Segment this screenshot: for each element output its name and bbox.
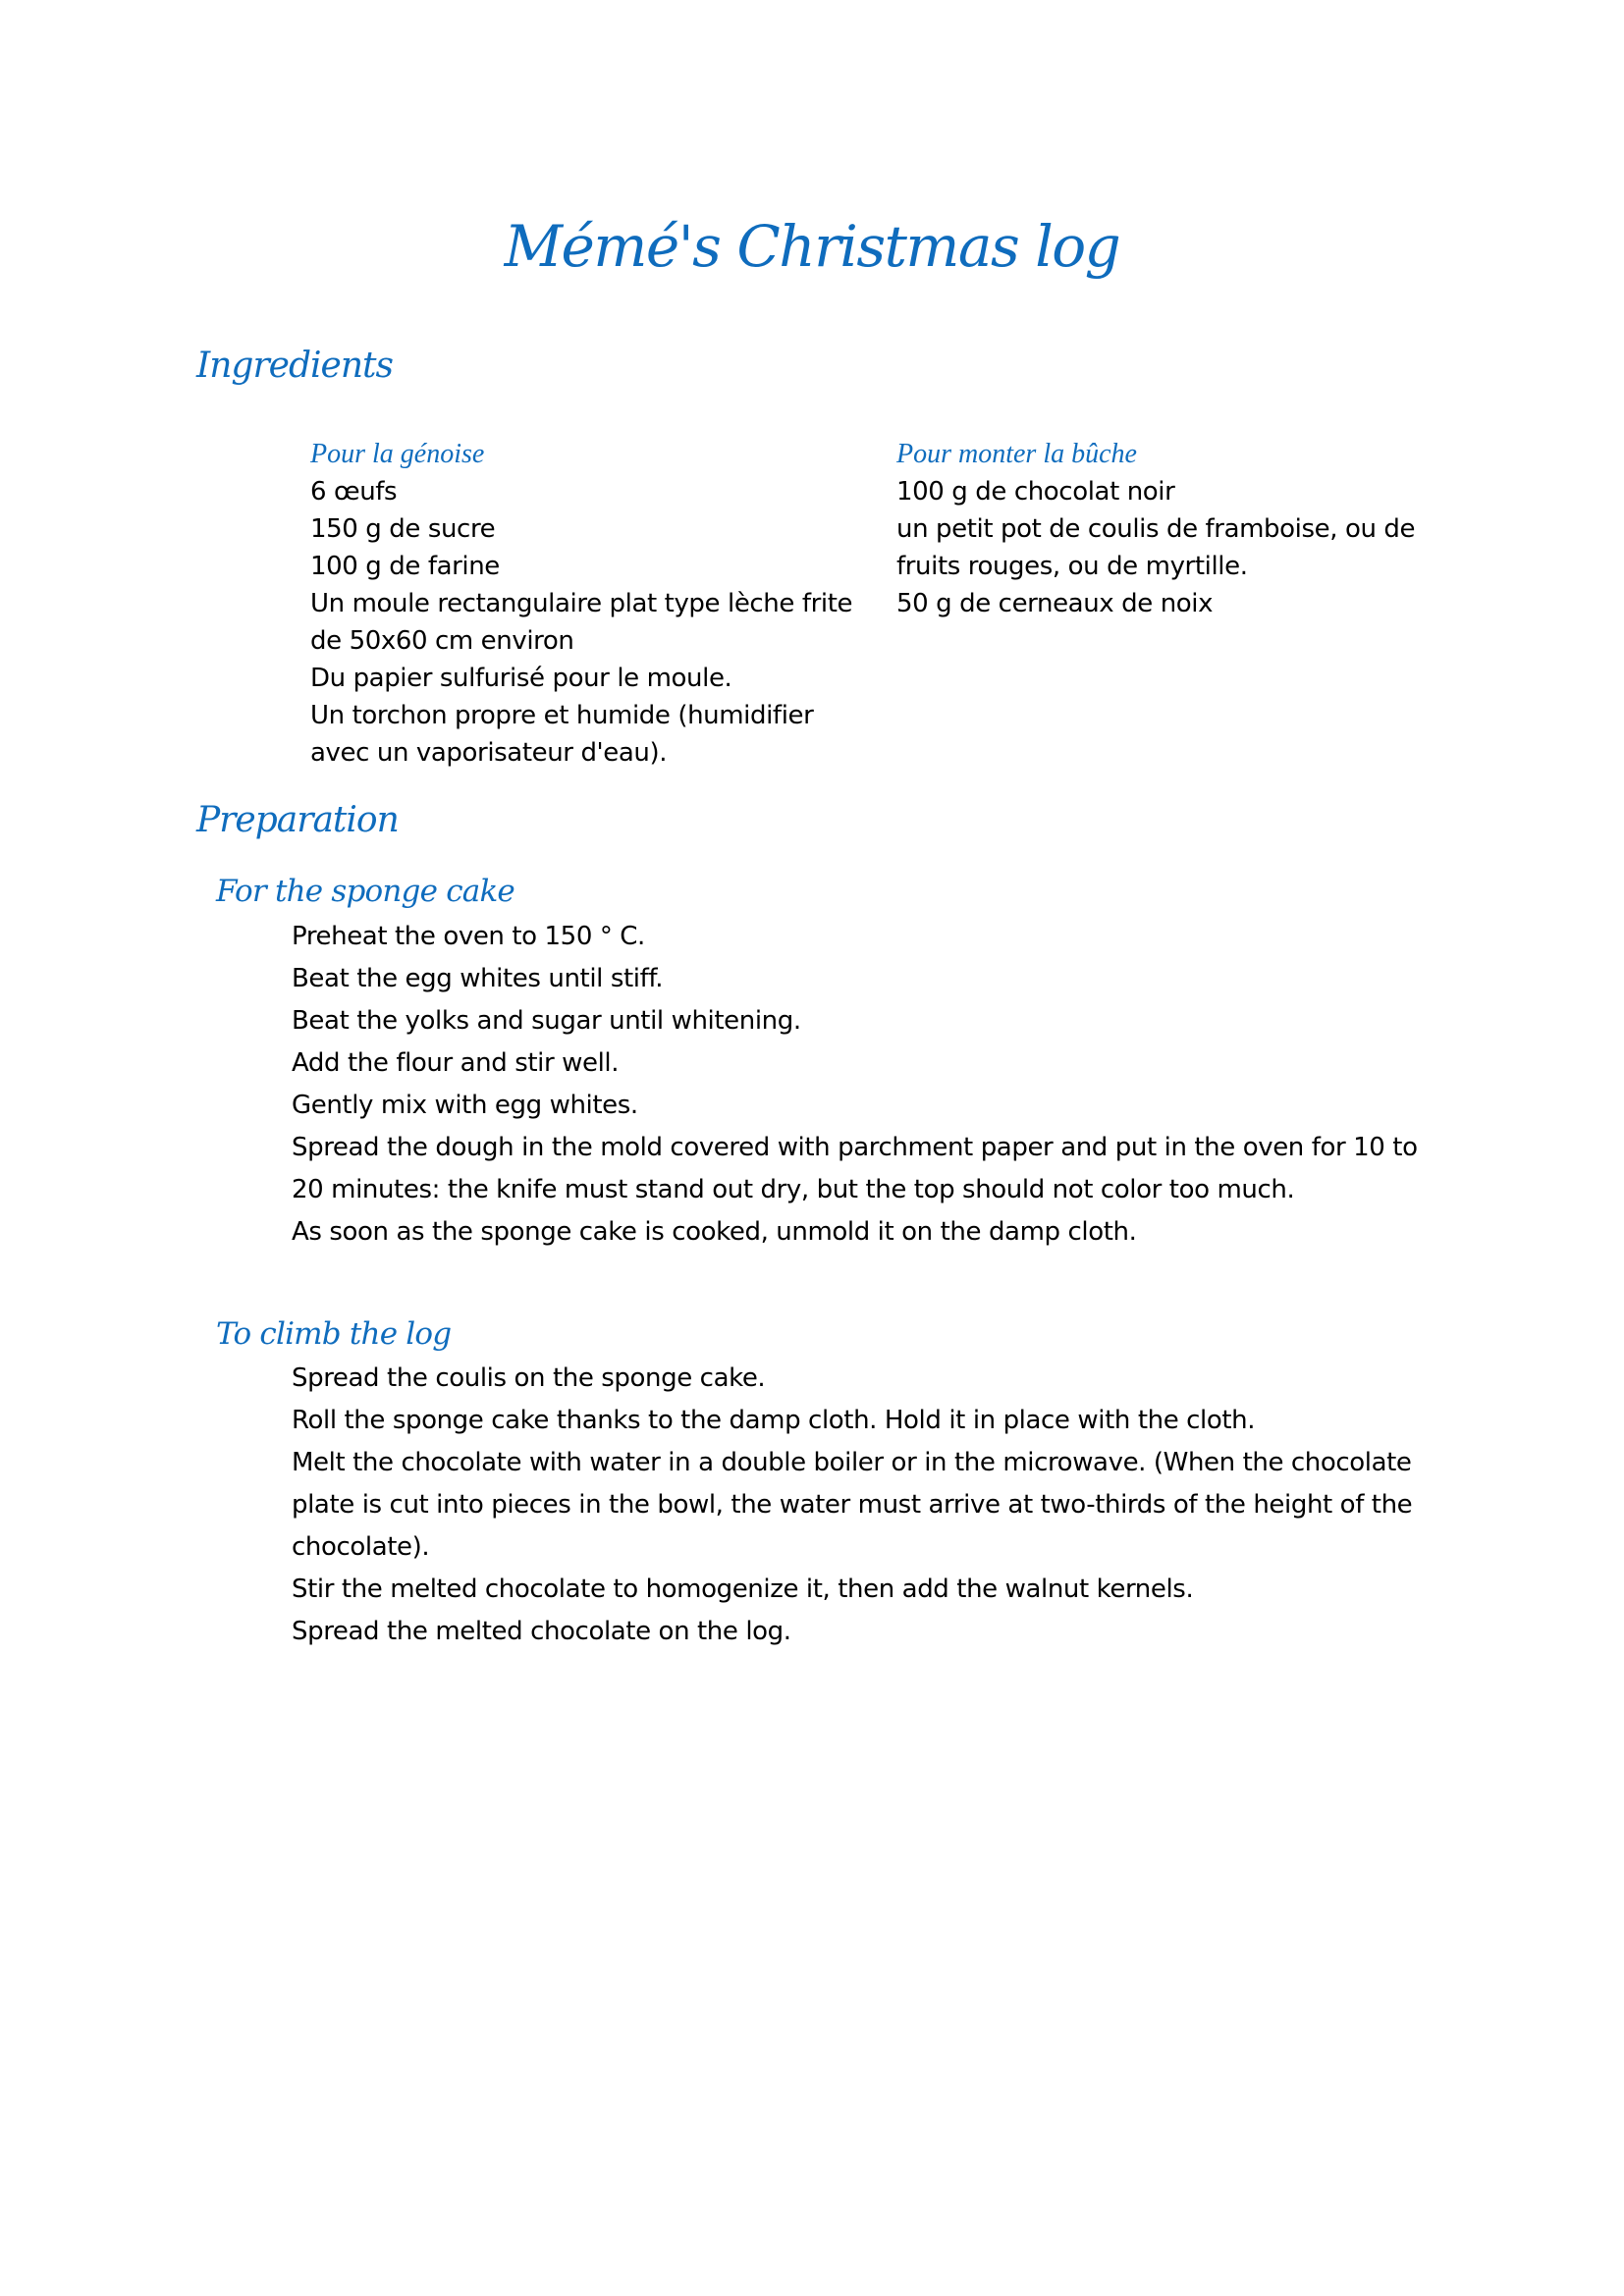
sponge-cake-heading: For the sponge cake bbox=[216, 874, 514, 909]
list-item: 50 g de cerneaux de noix bbox=[896, 589, 1214, 618]
climb-log-steps bbox=[292, 1358, 1431, 1653]
climb-log-heading: To climb the log bbox=[216, 1316, 452, 1352]
list-item: 100 g de farine bbox=[310, 552, 500, 581]
genoise-list bbox=[310, 473, 860, 772]
step-item: Melt the chocolate with water in a double boiler or in the microwave. (When the chocolate plate is cut into pieces in the bowl, the water must arrive at two-thirds of the height of the chocolate). bbox=[292, 1448, 1413, 1562]
step-item: Spread the melted chocolate on the log. bbox=[292, 1617, 791, 1646]
assembly-list bbox=[896, 473, 1427, 622]
ingredients-heading: Ingredients bbox=[196, 346, 393, 386]
step-item: Gently mix with egg whites. bbox=[292, 1091, 638, 1120]
step-item: Spread the coulis on the sponge cake. bbox=[292, 1363, 766, 1393]
step-item: Spread the dough in the mold covered with parchment paper and put in the oven for 10 to 20 minutes: the knife must stand out dry, but the top should not color too much. bbox=[292, 1133, 1418, 1204]
list-item: Un torchon propre et humide (humidifier avec un vaporisateur d'eau). bbox=[310, 701, 814, 768]
list-item: Du papier sulfurisé pour le moule. bbox=[310, 664, 732, 693]
assembly-ingredients bbox=[896, 436, 1427, 622]
sponge-cake-steps bbox=[292, 916, 1431, 1254]
step-item: Add the flour and stir well. bbox=[292, 1048, 620, 1078]
step-item: Roll the sponge cake thanks to the damp cloth. Hold it in place with the cloth. bbox=[292, 1406, 1256, 1435]
list-item: 100 g de chocolat noir bbox=[896, 477, 1175, 507]
step-item: Preheat the oven to 150 ° C. bbox=[292, 922, 645, 951]
step-item: Beat the egg whites until stiff. bbox=[292, 964, 664, 993]
step-item: Beat the yolks and sugar until whitening. bbox=[292, 1006, 801, 1036]
step-item: As soon as the sponge cake is cooked, unmold it on the damp cloth. bbox=[292, 1217, 1137, 1247]
genoise-title: Pour la génoise bbox=[310, 439, 485, 469]
list-item: 6 œufs bbox=[310, 477, 398, 507]
page-title: Mémé's Christmas log bbox=[504, 213, 1120, 280]
list-item: Un moule rectangulaire plat type lèche frite de 50x60 cm environ bbox=[310, 589, 853, 656]
preparation-heading: Preparation bbox=[196, 800, 399, 840]
list-item: un petit pot de coulis de framboise, ou de fruits rouges, ou de myrtille. bbox=[896, 514, 1416, 581]
step-item: Stir the melted chocolate to homogenize it, then add the walnut kernels. bbox=[292, 1575, 1194, 1604]
genoise-ingredients bbox=[310, 436, 860, 772]
assembly-title: Pour monter la bûche bbox=[896, 439, 1137, 469]
list-item: 150 g de sucre bbox=[310, 514, 496, 544]
